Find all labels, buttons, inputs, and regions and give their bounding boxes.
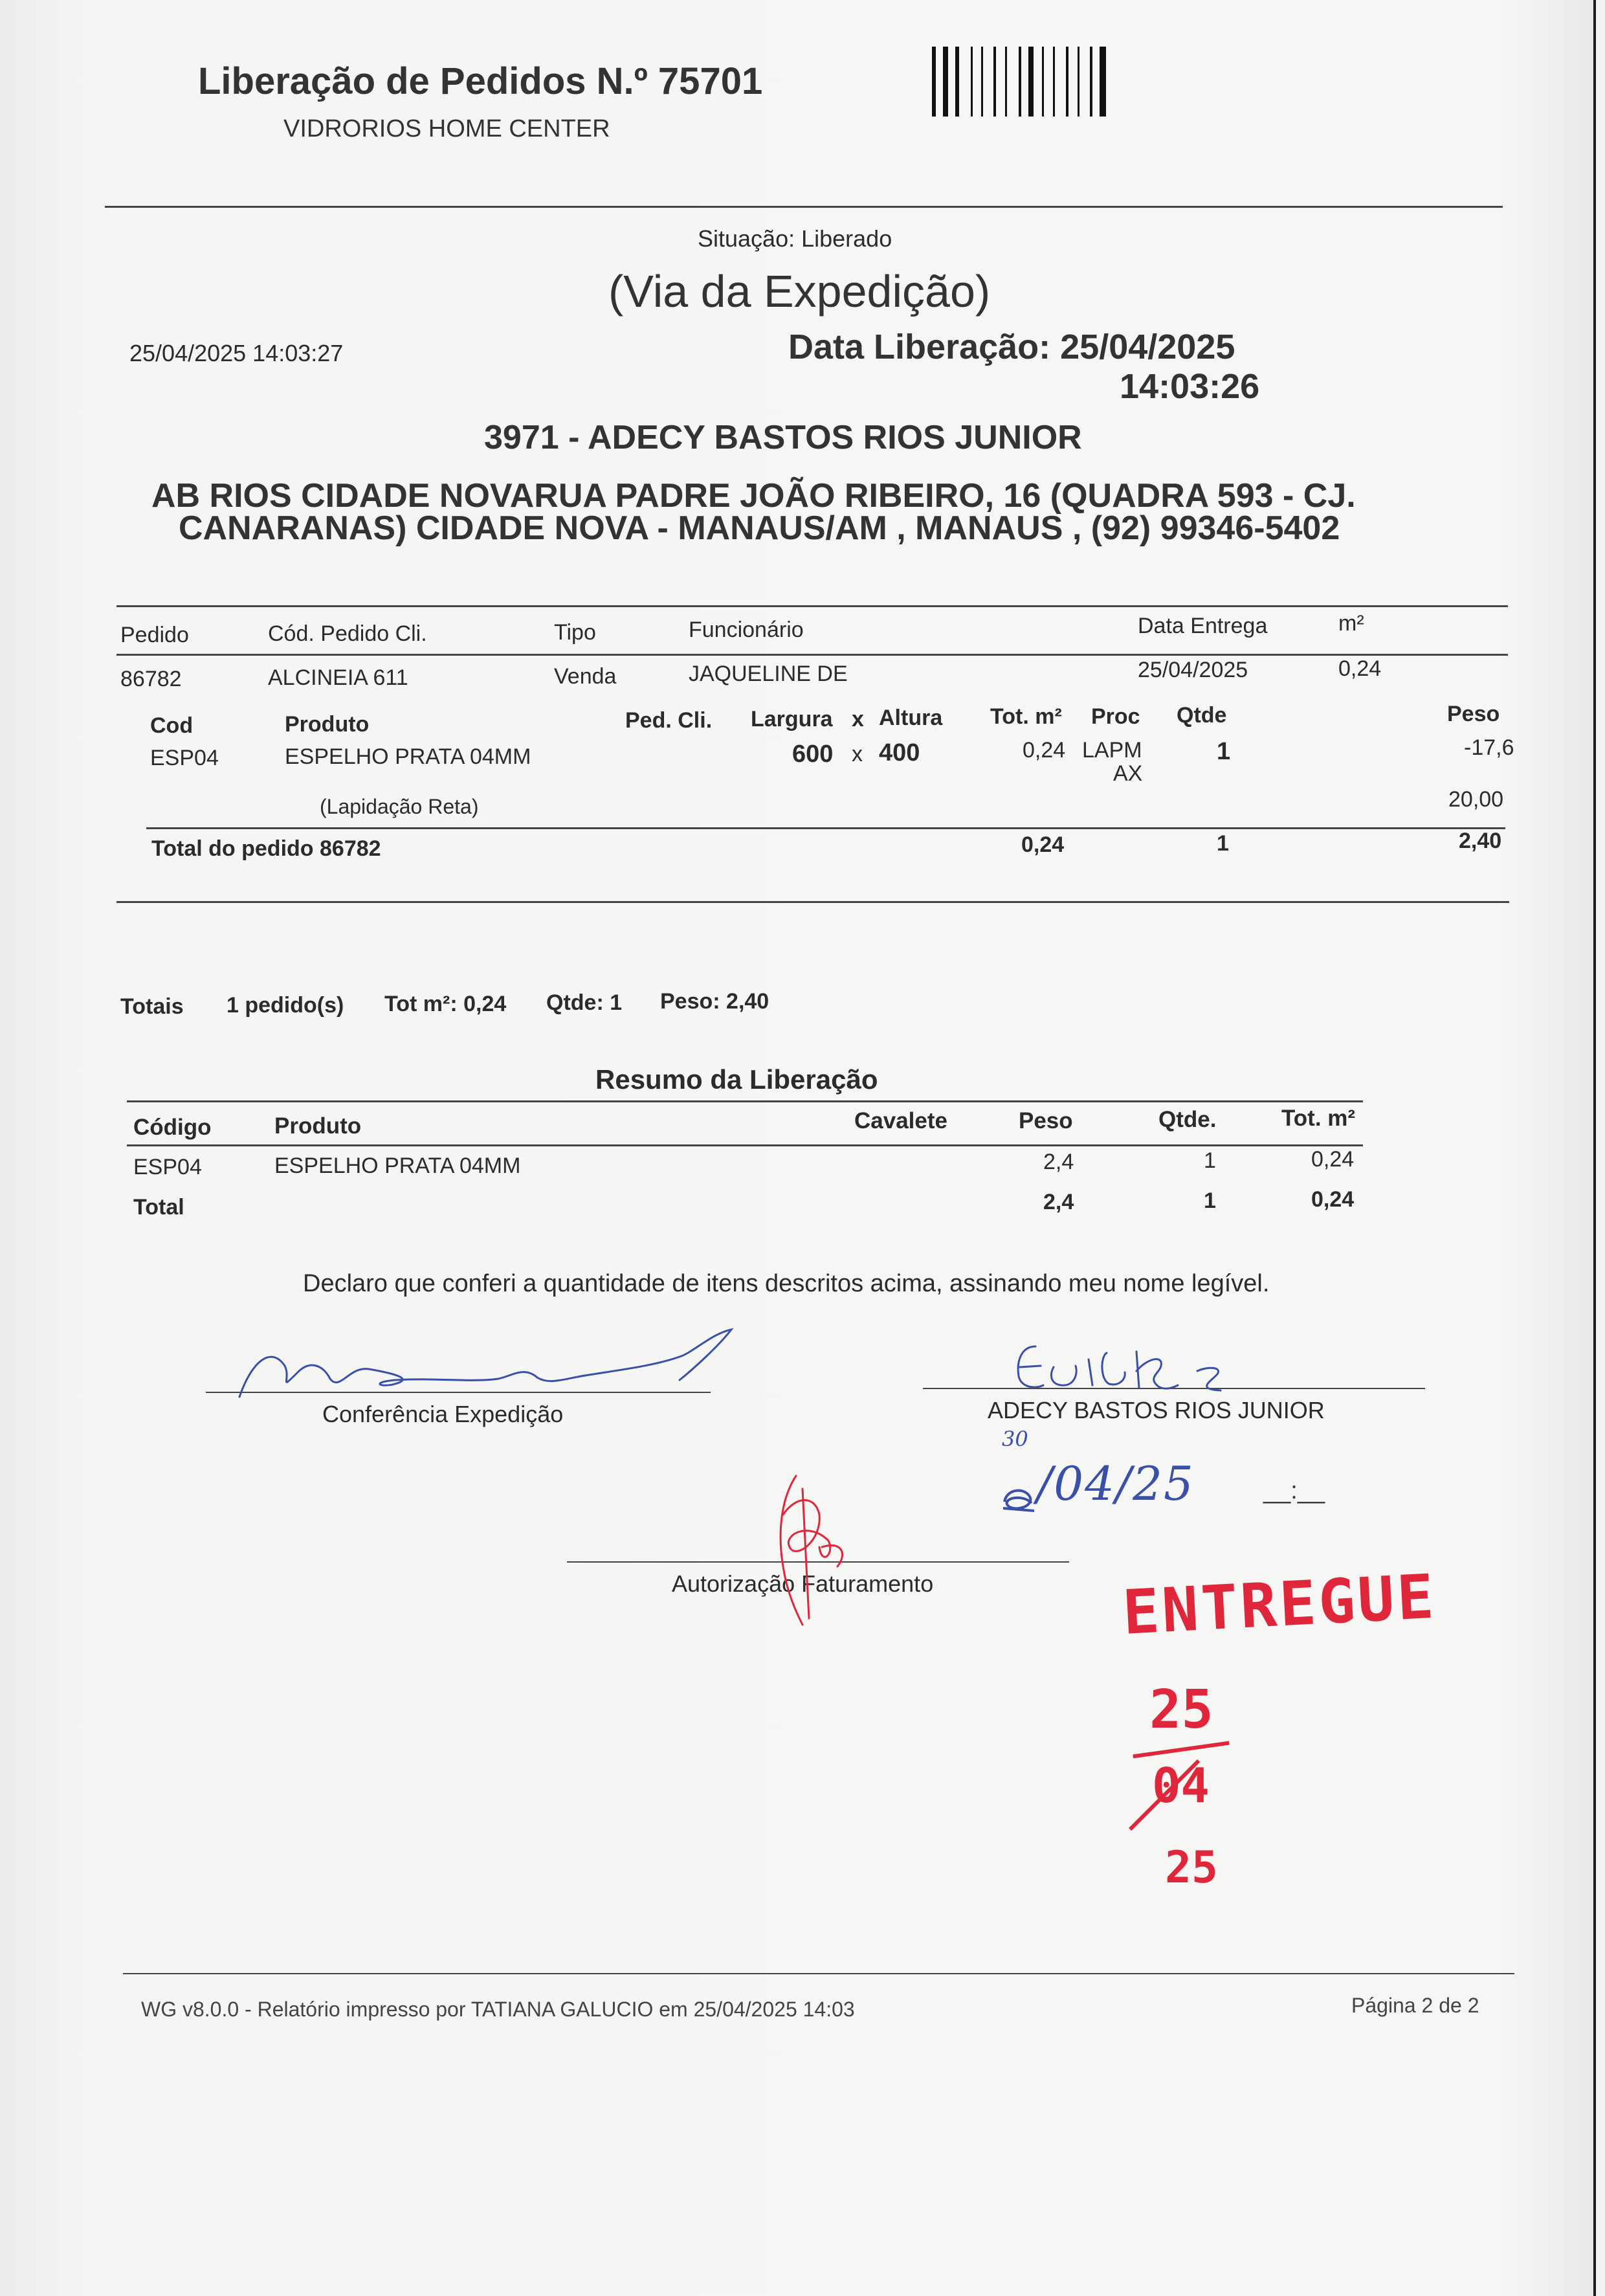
data-liberacao-time: 14:03:26 <box>1120 367 1260 406</box>
totais-qtde: Qtde: 1 <box>546 990 623 1015</box>
item-largura: 600 <box>792 741 834 768</box>
time-blank: __:__ <box>1263 1477 1325 1504</box>
item-detail-value: 20,00 <box>1448 787 1504 812</box>
header-divider <box>105 206 1503 208</box>
col-pedido: Pedido <box>120 623 189 647</box>
client-name: 3971 - ADECY BASTOS RIOS JUNIOR <box>484 419 1082 456</box>
totais-peso: Peso: 2,40 <box>660 989 769 1014</box>
order-cod-pedido-cli: ALCINEIA 611 <box>268 665 408 690</box>
resumo-row-codigo: ESP04 <box>133 1155 202 1179</box>
autorizacao-label: Autorização Faturamento <box>672 1570 934 1597</box>
resumo-col-qtde: Qtde. <box>1158 1107 1217 1132</box>
order-total-peso: 2,40 <box>1459 829 1502 853</box>
items-total-rule <box>146 827 1505 829</box>
stamp-month: 04 <box>1152 1758 1210 1814</box>
resumo-row-produto: ESPELHO PRATA 04MM <box>274 1154 521 1178</box>
document-title: Liberação de Pedidos N.º 75701 <box>198 60 763 102</box>
resumo-total-tot-m2: 0,24 <box>1311 1187 1355 1212</box>
col-tot-m2: Tot. m² <box>990 704 1062 729</box>
entregue-stamp: ENTREGUE <box>1121 1561 1438 1649</box>
resumo-col-peso: Peso <box>1019 1108 1073 1133</box>
stamp-day: 25 <box>1149 1679 1213 1741</box>
col-ped-cli: Ped. Cli. <box>625 708 713 733</box>
item-peso: -17,6 <box>1464 735 1514 760</box>
order-total-label: Total do pedido 86782 <box>151 836 381 861</box>
order-tipo: Venda <box>554 664 617 689</box>
order-m2: 0,24 <box>1338 656 1382 681</box>
resumo-total-qtde: 1 <box>1204 1188 1216 1213</box>
col-peso: Peso <box>1447 702 1500 726</box>
order-total-m2: 0,24 <box>1021 832 1065 857</box>
col-tipo: Tipo <box>554 620 596 645</box>
resumo-col-tot-m2: Tot. m² <box>1281 1106 1356 1131</box>
conferencia-label: Conferência Expedição <box>322 1401 564 1427</box>
item-cod: ESP04 <box>150 746 219 770</box>
item-detail: (Lapidação Reta) <box>320 795 479 818</box>
resumo-col-cavalete: Cavalete <box>854 1108 947 1133</box>
order-pedido: 86782 <box>120 667 182 691</box>
resumo-col-codigo: Código <box>133 1115 212 1140</box>
item-produto: ESPELHO PRATA 04MM <box>285 744 531 769</box>
resumo-row-tot-m2: 0,24 <box>1311 1147 1355 1172</box>
order-data-entrega: 25/04/2025 <box>1138 658 1248 682</box>
client-address-line1: AB RIOS CIDADE NOVARUA PADRE JOÃO RIBEIRO, 16 (QUADRA 593 - CJ. <box>151 477 1356 515</box>
cliente-label: ADECY BASTOS RIOS JUNIOR <box>988 1397 1325 1423</box>
section-rule <box>116 901 1509 903</box>
resumo-total-peso: 2,4 <box>1043 1190 1074 1214</box>
col-cod-pedido-cli: Cód. Pedido Cli. <box>268 621 427 646</box>
handwritten-date <box>1001 1456 1195 1511</box>
declaration-text: Declaro que conferi a quantidade de itens descritos acima, assinando meu nome legível. <box>303 1270 1270 1297</box>
item-proc-line1: LAPM <box>1082 738 1142 763</box>
autorizacao-signature <box>757 1469 861 1634</box>
order-table-top-rule <box>116 605 1508 607</box>
resumo-top-rule <box>127 1100 1363 1102</box>
stamp-year: 25 <box>1165 1842 1218 1893</box>
col-qtde: Qtde <box>1177 703 1227 728</box>
col-m2: m² <box>1338 611 1364 636</box>
totais-pedidos: 1 pedido(s) <box>227 993 344 1018</box>
data-liberacao: Data Liberação: 25/04/2025 <box>788 328 1235 366</box>
cliente-signature <box>1003 1333 1301 1408</box>
col-data-entrega: Data Entrega <box>1138 614 1268 638</box>
resumo-row-peso: 2,4 <box>1043 1150 1074 1174</box>
barcode <box>932 47 1181 120</box>
item-x: x <box>852 742 863 766</box>
print-datetime: 25/04/2025 14:03:27 <box>129 340 344 366</box>
situacao-status: Situação: Liberado <box>698 225 892 252</box>
via-label: (Via da Expedição) <box>608 266 991 317</box>
handwritten-date-text: /04/25 <box>1037 1456 1195 1511</box>
col-cod: Cod <box>150 713 194 738</box>
totais-tot-m2: Tot m²: 0,24 <box>384 992 507 1016</box>
client-address-line2: CANARANAS) CIDADE NOVA - MANAUS/AM , MANAUS , (92) 99346-5402 <box>179 509 1340 547</box>
footer-printed-by: WG v8.0.0 - Relatório impresso por TATIANA GALUCIO em 25/04/2025 14:03 <box>141 1998 855 2021</box>
handwritten-date-sup: 30 <box>1002 1427 1028 1451</box>
footer-rule <box>123 1973 1514 1974</box>
col-produto: Produto <box>285 712 370 737</box>
handwritten-date-scribble-icon <box>1001 1471 1037 1504</box>
item-altura: 400 <box>879 739 920 766</box>
item-tot-m2: 0,24 <box>1023 738 1066 763</box>
footer-page: Página 2 de 2 <box>1351 1994 1479 2017</box>
col-funcionario: Funcionário <box>689 618 804 642</box>
company-name: VIDRORIOS HOME CENTER <box>283 115 610 142</box>
col-proc: Proc <box>1091 704 1140 729</box>
order-funcionario: JAQUELINE DE <box>689 662 848 686</box>
totais-label: Totais <box>120 994 184 1019</box>
resumo-header-rule <box>127 1144 1363 1146</box>
resumo-col-produto: Produto <box>274 1113 362 1139</box>
col-largura: Largura <box>751 707 833 731</box>
resumo-total-label: Total <box>133 1195 184 1220</box>
col-altura: Altura <box>879 706 943 730</box>
item-qtde: 1 <box>1217 738 1231 765</box>
resumo-title: Resumo da Liberação <box>595 1064 878 1095</box>
col-x: x <box>852 707 864 731</box>
item-proc-line2: AX <box>1113 761 1143 786</box>
resumo-row-qtde: 1 <box>1204 1148 1216 1173</box>
order-table-header-rule <box>116 654 1508 656</box>
conferencia-signature <box>201 1321 757 1408</box>
order-total-qtde: 1 <box>1217 831 1229 856</box>
